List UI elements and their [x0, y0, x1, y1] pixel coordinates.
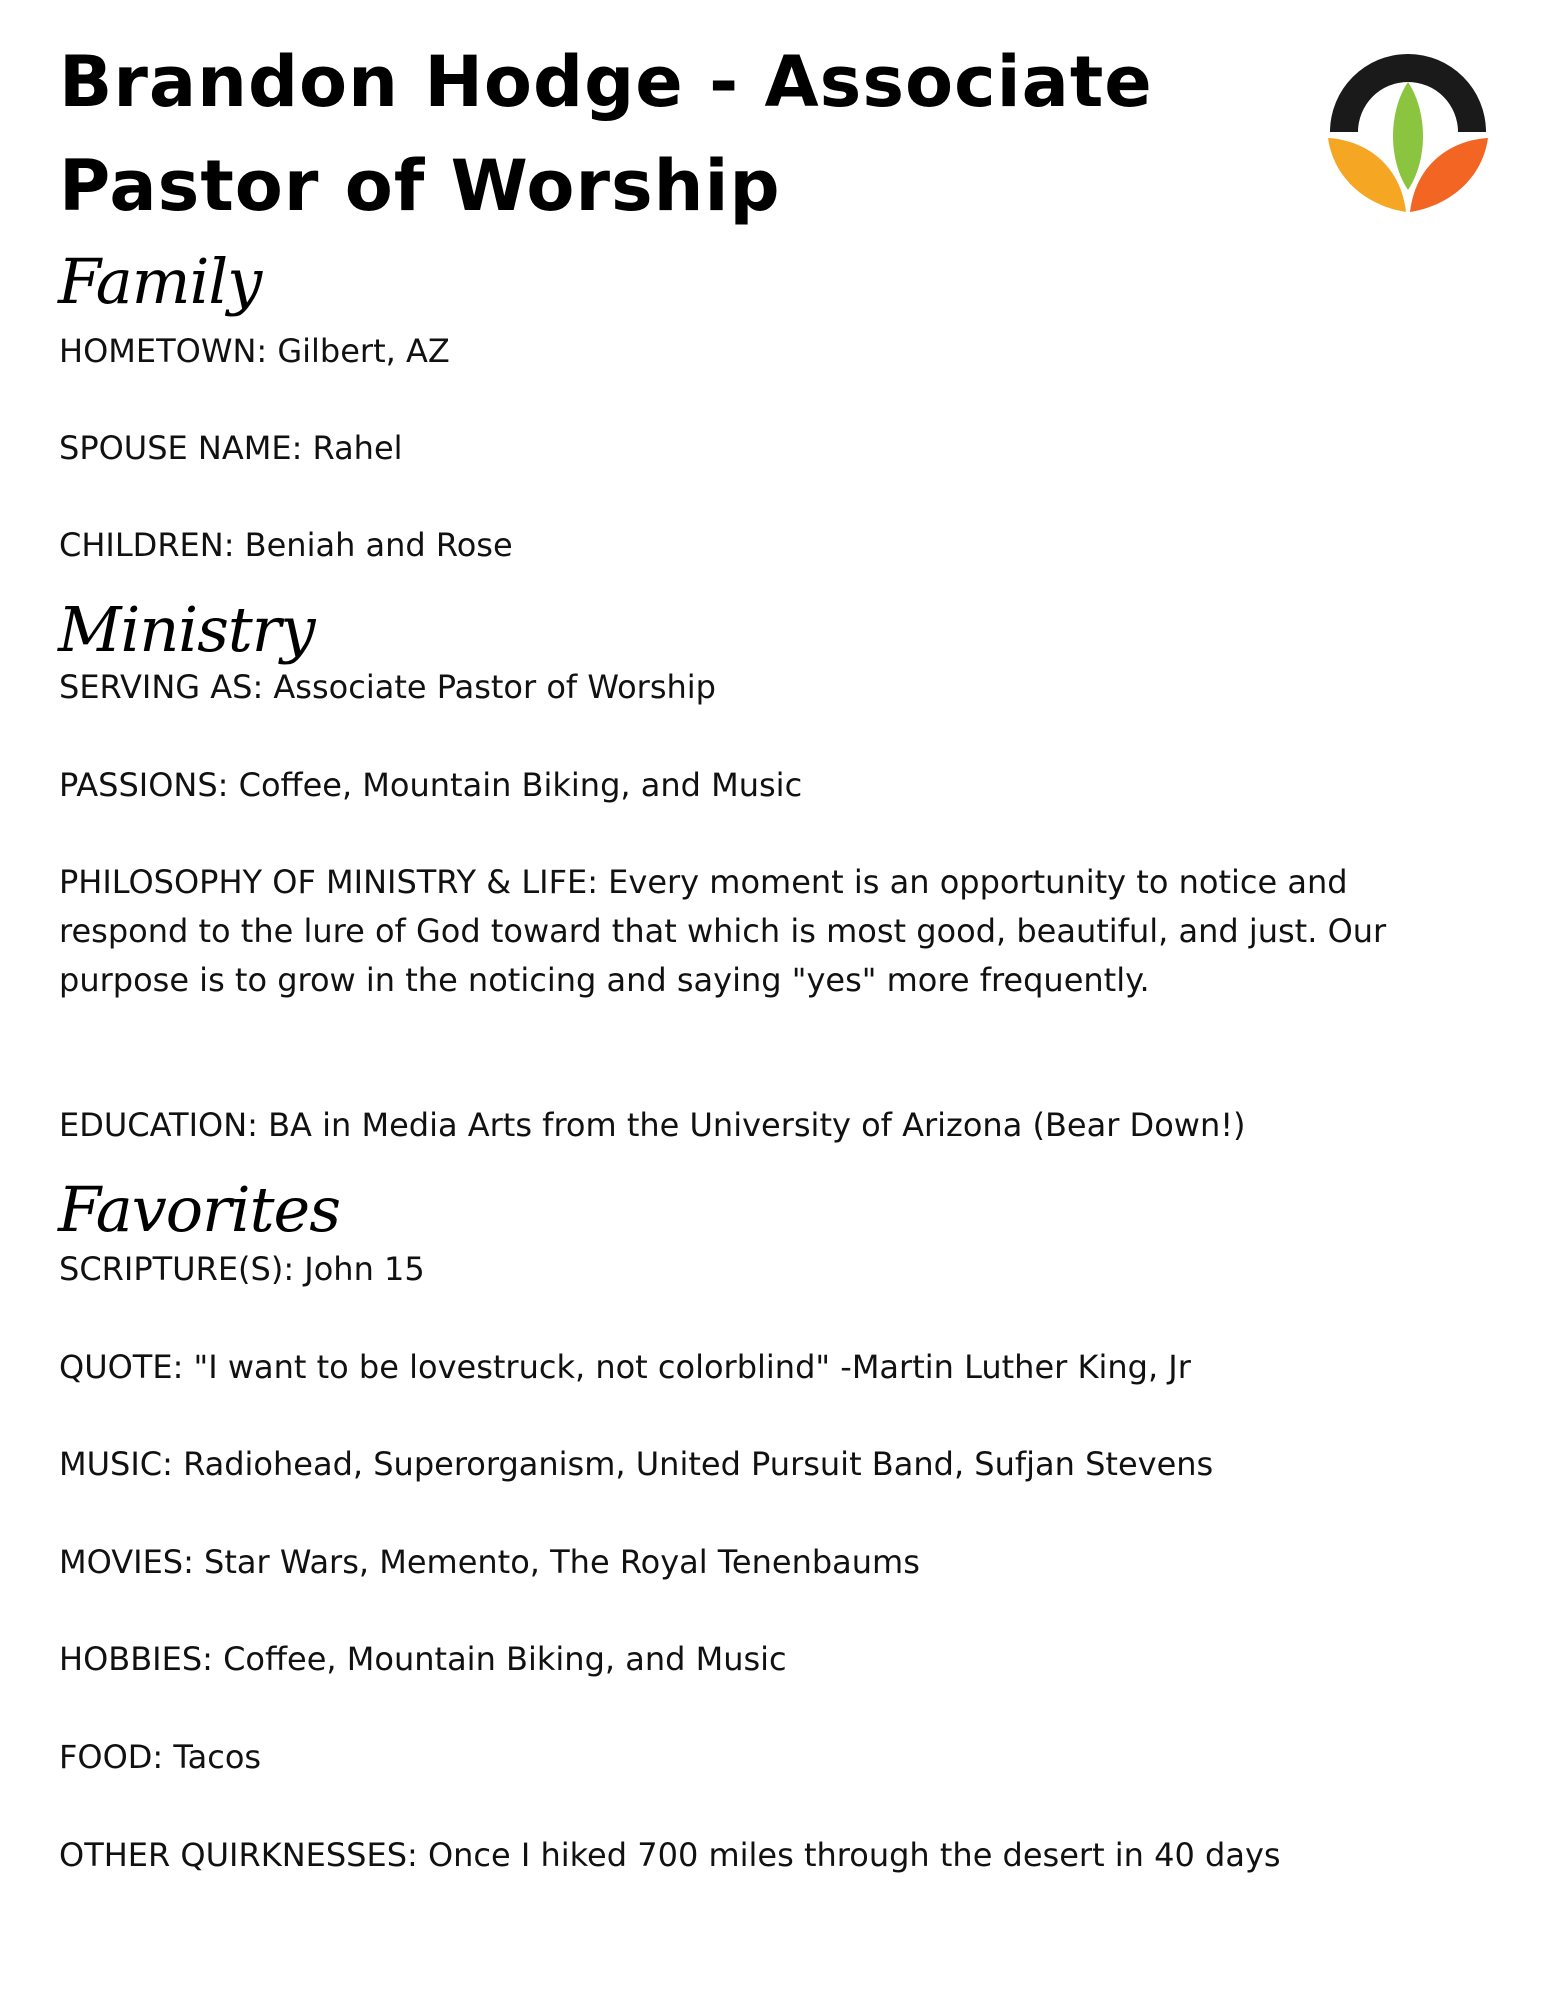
field-value: Every moment is an opportunity to notice and respond to the lure of God toward that which is most good, beautiful, and just. Our purpose is to grow in the noticing and saying "yes" more frequently.	[59, 863, 1387, 999]
section-heading-ministry: Ministry	[58, 593, 315, 666]
field-music	[59, 1440, 1213, 1489]
field-scripture	[59, 1245, 425, 1294]
field-value: "I want to be lovestruck, not colorblind" -Martin Luther King, Jr	[193, 1348, 1191, 1386]
field-serving-as	[59, 663, 716, 712]
field-label: SPOUSE NAME:	[59, 429, 303, 467]
field-label: PHILOSOPHY OF MINISTRY & LIFE:	[59, 863, 598, 901]
logo-leaf-center	[1393, 82, 1423, 190]
field-spouse	[59, 424, 403, 473]
field-movies	[59, 1538, 920, 1587]
field-value: Coffee, Mountain Biking, and Music	[238, 766, 803, 804]
field-philosophy	[59, 858, 1389, 1005]
field-passions	[59, 761, 802, 810]
field-value: BA in Media Arts from the University of Arizona (Bear Down!)	[268, 1106, 1246, 1144]
field-value: Coffee, Mountain Biking, and Music	[223, 1640, 787, 1678]
field-label: CHILDREN:	[59, 526, 235, 564]
field-label: FOOD:	[59, 1738, 164, 1776]
field-label: SERVING AS:	[59, 668, 264, 706]
section-heading-family: Family	[58, 245, 262, 318]
field-value: Rahel	[312, 429, 403, 467]
field-label: MOVIES:	[59, 1543, 194, 1581]
section-heading-favorites: Favorites	[58, 1173, 341, 1246]
field-value: John 15	[304, 1250, 425, 1288]
field-label: MUSIC:	[59, 1445, 173, 1483]
field-quirks	[59, 1831, 1281, 1880]
field-food	[59, 1733, 261, 1782]
field-label: OTHER QUIRKNESSES:	[59, 1836, 418, 1874]
field-value: Once I hiked 700 miles through the desert in 40 days	[427, 1836, 1281, 1874]
field-value: Gilbert, AZ	[277, 332, 450, 370]
field-label: HOMETOWN:	[59, 332, 268, 370]
field-value: Radiohead, Superorganism, United Pursuit Band, Sufjan Stevens	[183, 1445, 1214, 1483]
page-title: Brandon Hodge - Associate Pastor of Worship	[59, 41, 1153, 227]
field-children	[59, 521, 513, 570]
field-quote	[59, 1343, 1191, 1392]
field-value: Associate Pastor of Worship	[273, 668, 716, 706]
church-logo-icon	[1318, 40, 1498, 220]
field-label: EDUCATION:	[59, 1106, 258, 1144]
field-label: PASSIONS:	[59, 766, 229, 804]
field-label: HOBBIES:	[59, 1640, 213, 1678]
field-value: Tacos	[173, 1738, 262, 1776]
field-value: Beniah and Rose	[244, 526, 513, 564]
field-value: Star Wars, Memento, The Royal Tenenbaums	[204, 1543, 920, 1581]
field-label: QUOTE:	[59, 1348, 184, 1386]
field-label: SCRIPTURE(S):	[59, 1250, 295, 1288]
field-hobbies	[59, 1635, 787, 1684]
field-hometown	[59, 327, 450, 376]
field-education	[59, 1101, 1246, 1150]
